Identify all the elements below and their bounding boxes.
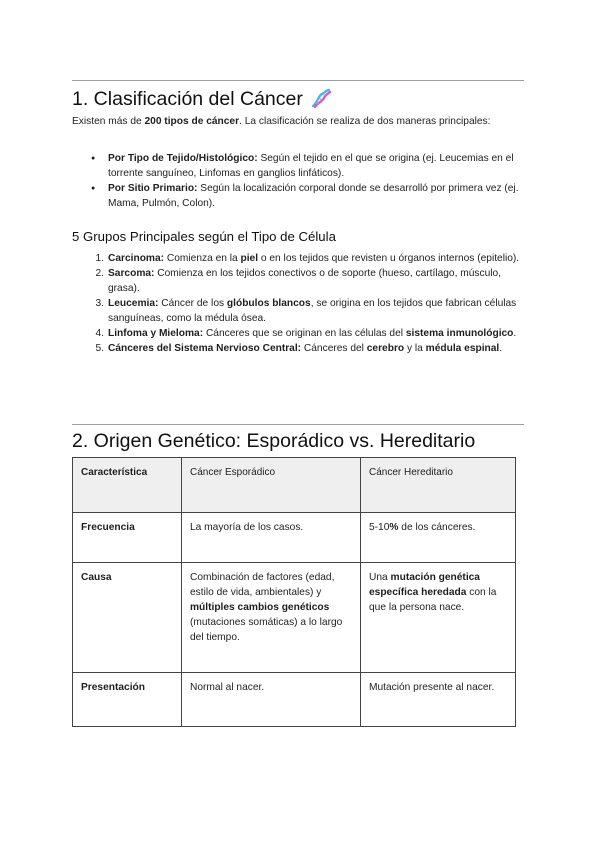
- table-row: [73, 513, 516, 563]
- table-row: [73, 563, 516, 673]
- section-1-intro: Existen más de 200 tipos de cáncer. La clasificación se realiza de dos maneras principales:: [72, 116, 491, 127]
- dna-icon: [310, 88, 332, 108]
- top-divider: [72, 80, 524, 81]
- comparison-table: [72, 457, 516, 727]
- list-item: 5. Cánceres del Sistema Nervioso Central: Cánceres del cerebro y la médula espinal.: [95, 343, 503, 354]
- list-item: 1. Carcinoma: Comienza en la piel o en los tejidos que revisten u órganos internos (epitelio).: [95, 253, 520, 264]
- classification-list: [108, 151, 520, 211]
- cell-type-list: [95, 251, 520, 356]
- table-header: Cáncer Hereditario: [361, 458, 516, 513]
- section-divider: [72, 424, 524, 425]
- list-item: ● Por Tipo de Tejido/Histológico: Según el tejido en el que se origina (ej. Leucemias en el torrente sanguíneo, Linfomas en ganglios linfáticos).: [108, 151, 520, 181]
- row-label: Causa: [73, 563, 182, 673]
- table-header: Característica: [73, 458, 182, 513]
- list-item: 4. Linfoma y Mieloma: Cánceres que se originan en las células del sistema inmunológico.: [95, 328, 517, 339]
- list-item: ● Por Sitio Primario: Según la localización corporal donde se desarrolló por primera vez (ej. Mama, Pulmón, Colon).: [108, 181, 520, 211]
- table-cell: Combinación de factores (edad, estilo de vida, ambientales) y múltiples cambios genéticos (mutaciones somáticas) a lo largo del tiempo.: [182, 563, 361, 673]
- row-label: Presentación: [73, 673, 182, 727]
- table-cell: 5-10% de los cánceres.: [361, 513, 516, 563]
- table-header: Cáncer Esporádico: [182, 458, 361, 513]
- list-item: 2. Sarcoma: Comienza en los tejidos conectivos o de soporte (hueso, cartílago, músculo, grasa).: [95, 268, 501, 294]
- table-cell: Una mutación genética específica heredada con la que la persona nace.: [361, 563, 516, 673]
- table-cell: Normal al nacer.: [182, 673, 361, 727]
- row-label: Frecuencia: [73, 513, 182, 563]
- list-item: 3. Leucemia: Cáncer de los glóbulos blancos, se origina en los tejidos que fabrican células sanguíneas, como la médula ósea.: [95, 298, 517, 324]
- table-header-row: [73, 458, 516, 513]
- subsection-title: 5 Grupos Principales según el Tipo de Célula: [72, 229, 336, 244]
- table-row: [73, 673, 516, 727]
- table-cell: Mutación presente al nacer.: [361, 673, 516, 727]
- section-2-title: 2. Origen Genético: Esporádico vs. Hereditario: [72, 430, 476, 452]
- section-1-title: 1. Clasificación del Cáncer: [72, 88, 332, 111]
- table-cell: La mayoría de los casos.: [182, 513, 361, 563]
